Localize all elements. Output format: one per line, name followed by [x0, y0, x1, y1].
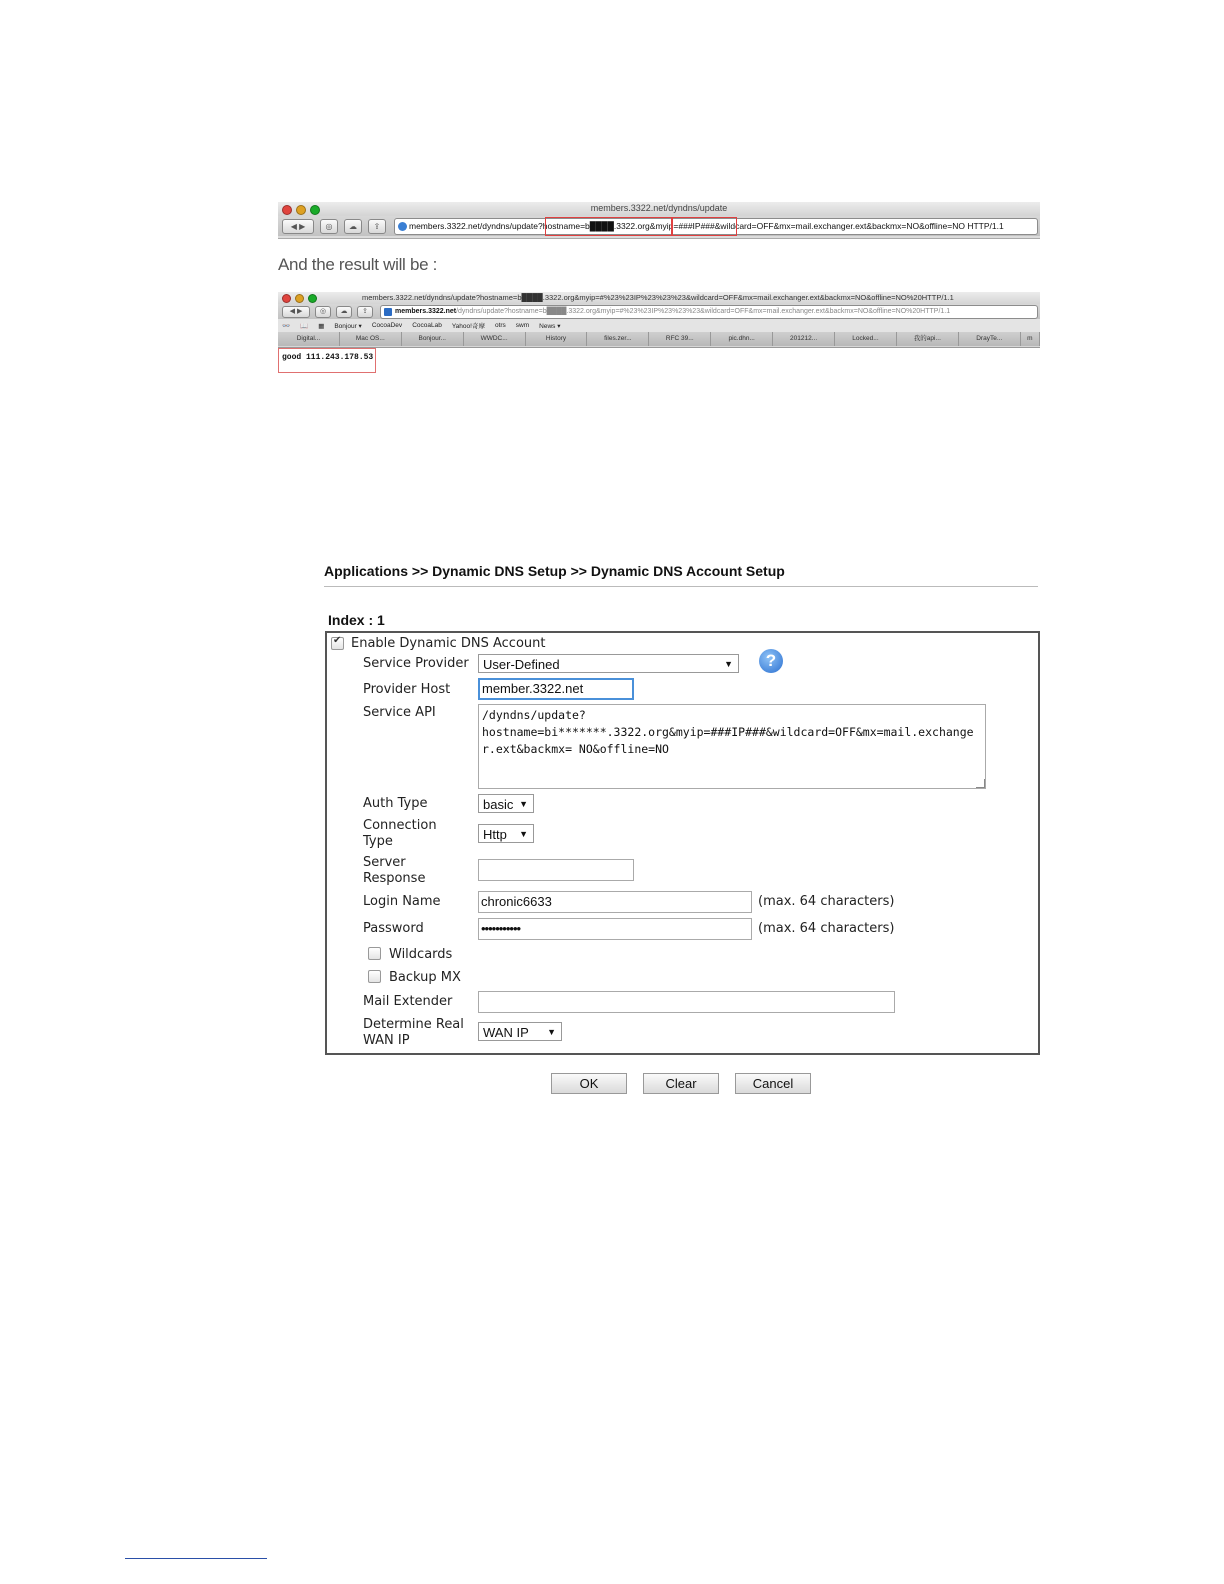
browser-tab[interactable]: m: [1021, 332, 1040, 346]
share-icon[interactable]: ⇪: [368, 219, 386, 234]
dropdown-arrow-icon: ▼: [519, 829, 528, 839]
connection-type-label-line2: Type: [363, 834, 393, 849]
wildcards-checkbox[interactable]: [368, 947, 381, 960]
bookmark-item[interactable]: News ▾: [539, 322, 561, 330]
server-response-label-line1: Server: [363, 855, 406, 870]
url-myip-part: myip=###IP###: [655, 221, 715, 231]
server-response-input[interactable]: [478, 859, 634, 881]
share-icon[interactable]: ⇪: [357, 306, 373, 318]
browser-toolbar: [278, 304, 1040, 319]
backup-mx-label: Backup MX: [389, 970, 461, 985]
browser-tab[interactable]: 201212...: [773, 332, 835, 346]
auth-type-select[interactable]: [478, 794, 534, 813]
service-provider-value: User-Defined: [483, 657, 560, 672]
password-hint: (max. 64 characters): [758, 921, 895, 936]
wan-ip-select[interactable]: [478, 1022, 562, 1041]
minimize-window-icon[interactable]: [295, 294, 304, 303]
determine-wan-ip-label-line1: Determine Real: [363, 1017, 464, 1032]
result-highlight-box: [278, 348, 376, 373]
mail-extender-input[interactable]: [478, 991, 895, 1013]
browser-tab[interactable]: Locked...: [835, 332, 897, 346]
window-title: members.3322.net/dyndns/update?hostname=b████.3322.org&myip=#%23%23IP%23%23%23&wildcard=OFF&mx=mail.exchanger.ext&backmx=NO&offline=NO%20HTTP/1.1: [362, 293, 954, 302]
highlight-hostname-box: [545, 217, 673, 236]
url-domain-part: .3322.org&: [613, 221, 656, 231]
browser-tab[interactable]: 我的api...: [897, 332, 959, 346]
result-caption: And the result will be :: [278, 255, 438, 274]
server-response-label-line2: Response: [363, 871, 426, 886]
browser-tab[interactable]: History: [526, 332, 588, 346]
service-api-label: Service API: [363, 705, 436, 720]
wildcards-label: Wildcards: [389, 947, 453, 962]
browser-tab[interactable]: Mac OS...: [340, 332, 402, 346]
reader-icon[interactable]: ◎: [320, 219, 338, 234]
ok-button[interactable]: OK: [551, 1073, 627, 1094]
bookmark-item[interactable]: CocoaLab: [412, 322, 442, 329]
determine-wan-ip-label-line2: WAN IP: [363, 1033, 410, 1048]
zoom-window-icon[interactable]: [308, 294, 317, 303]
connection-type-label: [363, 818, 437, 850]
determine-wan-ip-label: [363, 1017, 464, 1049]
clear-button[interactable]: Clear: [643, 1073, 719, 1094]
globe-icon: [398, 222, 407, 231]
divider: [324, 586, 1038, 587]
connection-type-select[interactable]: [478, 824, 534, 843]
enable-ddns-label: Enable Dynamic DNS Account: [351, 636, 546, 651]
highlight-myip-box: [671, 217, 737, 236]
provider-host-input[interactable]: member.3322.net: [478, 678, 634, 700]
service-provider-label: Service Provider: [363, 656, 469, 671]
bookmark-item[interactable]: Bonjour ▾: [334, 322, 362, 330]
help-icon[interactable]: ?: [759, 649, 783, 673]
login-name-hint: (max. 64 characters): [758, 894, 895, 909]
connection-type-label-line1: Connection: [363, 818, 437, 833]
cloud-icon[interactable]: ☁: [336, 306, 352, 318]
window-titlebar: [278, 202, 1040, 216]
connection-type-value: Http: [483, 827, 507, 842]
mail-extender-label: Mail Extender: [363, 994, 453, 1009]
reader-icon[interactable]: ◎: [315, 306, 331, 318]
browser-toolbar: [278, 216, 1040, 236]
cloud-icon[interactable]: ☁: [344, 219, 362, 234]
password-input[interactable]: •••••••••••: [478, 918, 752, 940]
bookmark-item[interactable]: otrs: [494, 322, 506, 329]
window-title: members.3322.net/dyndns/update: [590, 203, 728, 213]
back-forward-button[interactable]: ◀ ▶: [282, 306, 310, 318]
bookmark-item[interactable]: CocoaDev: [371, 322, 403, 329]
wan-ip-value: WAN IP: [483, 1025, 529, 1040]
password-label: Password: [363, 921, 424, 936]
url-suffix: &wildcard=OFF&mx=mail.exchanger.ext&backmx=NO&offline=NO HTTP/1.1: [714, 221, 1004, 231]
reading-list-icon[interactable]: 👓: [282, 322, 291, 330]
browser-tab[interactable]: pic.dhn...: [711, 332, 773, 346]
auth-type-value: basic: [483, 797, 514, 812]
login-name-label: Login Name: [363, 894, 441, 909]
address-bar[interactable]: [380, 305, 1038, 319]
window-titlebar: [278, 292, 1040, 304]
favicon-icon: [384, 308, 392, 316]
tab-bar: [278, 332, 1040, 346]
bookmarks-bar: [278, 319, 1040, 332]
browser-tab[interactable]: Digital...: [278, 332, 340, 346]
url-host: members.3322.net: [395, 308, 457, 315]
browser-screenshot-result: [278, 292, 1040, 348]
browser-tab[interactable]: Bonjour...: [402, 332, 464, 346]
resize-grip-icon[interactable]: [976, 779, 985, 788]
breadcrumb: Applications >> Dynamic DNS Setup >> Dynamic DNS Account Setup: [324, 563, 785, 579]
service-provider-select[interactable]: [478, 654, 739, 673]
url-rest: /dyndns/update?hostname=b████.3322.org&myip=#%23%23IP%23%23%23&wildcard=OFF&mx=mail.exchanger.ext&backmx=NO&offline=NO%20HTTP/1.1: [456, 308, 951, 315]
login-name-input[interactable]: chronic6633: [478, 891, 752, 913]
url-hostname-part: ?hostname=b: [538, 221, 590, 231]
auth-type-label: Auth Type: [363, 796, 428, 811]
top-sites-grid-icon[interactable]: ▦: [318, 322, 325, 330]
close-window-icon[interactable]: [282, 294, 291, 303]
browser-tab[interactable]: RFC 39...: [649, 332, 711, 346]
update-result-text: good 111.243.178.53: [282, 353, 374, 362]
footnote-separator: [125, 1558, 267, 1559]
dropdown-arrow-icon: ▼: [724, 659, 733, 669]
bookmark-item[interactable]: swm: [515, 322, 530, 329]
back-forward-button[interactable]: ◀ ▶: [282, 219, 314, 234]
dropdown-arrow-icon: ▼: [547, 1027, 556, 1037]
bookmark-item[interactable]: Yahoo!奇摩: [451, 323, 485, 330]
browser-screenshot-request: [278, 202, 1040, 239]
server-response-label: [363, 855, 425, 887]
index-heading: Index : 1: [328, 612, 385, 628]
browser-tab[interactable]: WWDC...: [464, 332, 526, 346]
browser-tab[interactable]: DrayTe...: [959, 332, 1021, 346]
backup-mx-checkbox[interactable]: [368, 970, 381, 983]
dropdown-arrow-icon: ▼: [519, 799, 528, 809]
url-prefix: members.3322.net/dyndns/update: [409, 221, 539, 231]
cancel-button[interactable]: Cancel: [735, 1073, 811, 1094]
url-masked-name: ████: [589, 221, 614, 231]
service-api-textarea[interactable]: /dyndns/update? hostname=bi*******.3322.org&myip=###IP###&wildcard=OFF&mx=mail.exchanger.ext&backmx= NO&offline=NO: [478, 704, 986, 789]
enable-ddns-checkbox[interactable]: [331, 637, 344, 650]
bookmarks-book-icon[interactable]: 📖: [300, 322, 309, 330]
browser-tab[interactable]: files.zer...: [587, 332, 649, 346]
provider-host-label: Provider Host: [363, 682, 451, 697]
